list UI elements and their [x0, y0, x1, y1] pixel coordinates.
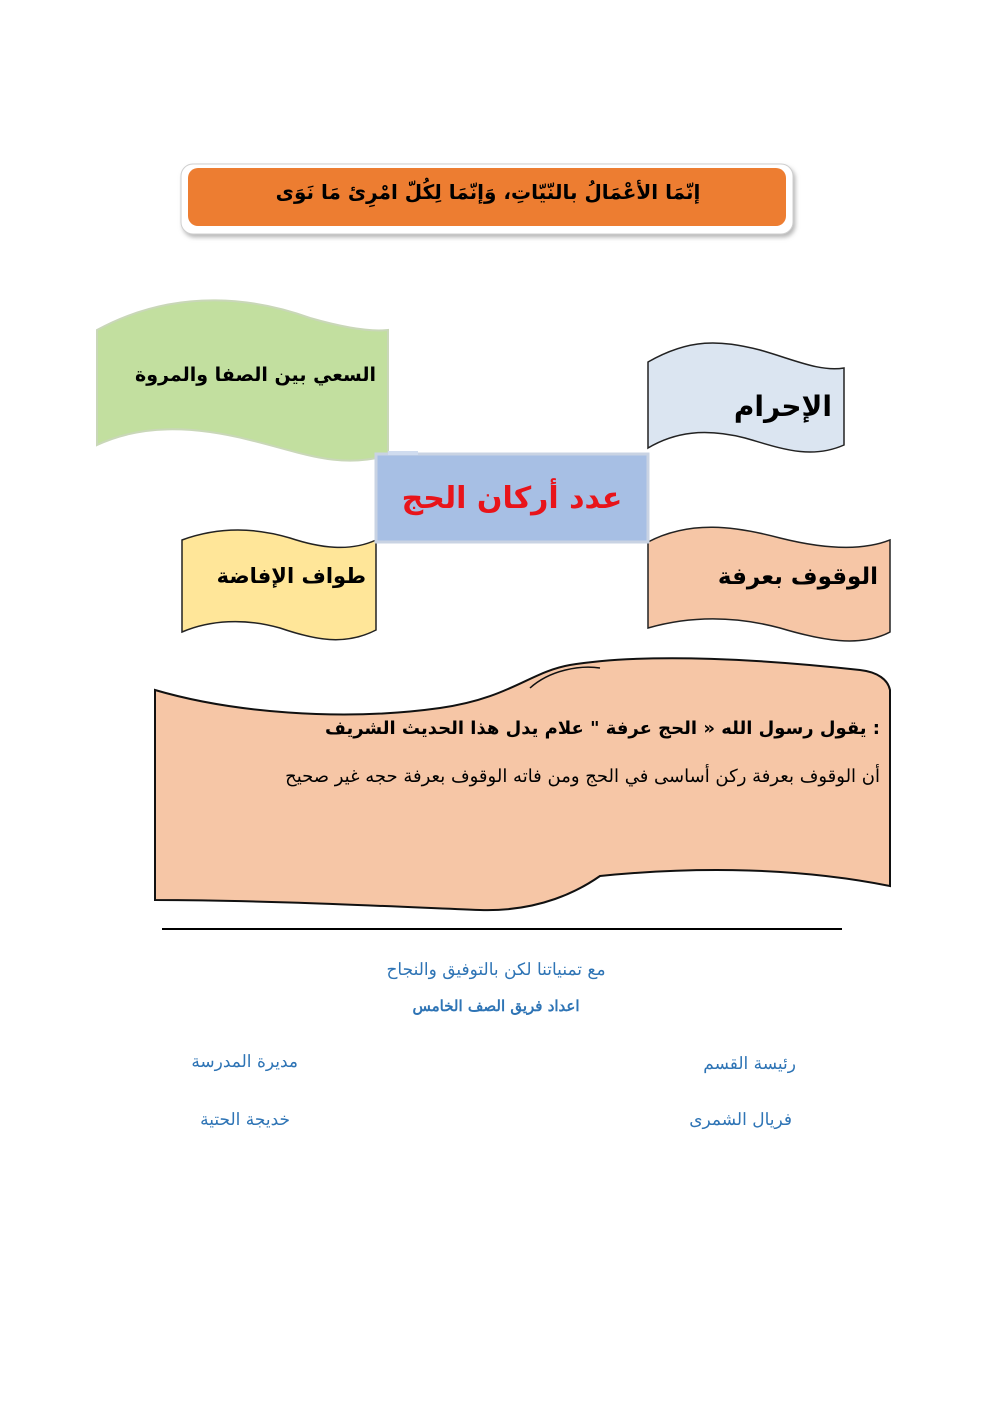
tawaf-label: طواف الإفاضة: [216, 564, 366, 588]
divider-line: [162, 928, 842, 930]
principal-name: خديجة الحتية: [200, 1110, 290, 1130]
principal-title: مديرة المدرسة: [191, 1052, 298, 1072]
center-title: عدد أركان الحج: [401, 480, 623, 516]
ihram-label: الإحرام: [733, 390, 832, 423]
saee-label: السعي بين الصفا والمروة: [135, 364, 376, 386]
wuquf-label: الوقوف بعرفة: [717, 564, 878, 590]
head-name: فريال الشمرى: [689, 1110, 792, 1130]
scroll-question: : يقول رسول الله « الحج عرفة " علام يدل هذا الحديث الشريف: [325, 718, 880, 739]
closing-wish: مع تمنياتنا لكن بالتوفيق والنجاح: [386, 960, 606, 980]
prepared-by: اعداد فريق الصف الخامس: [412, 997, 580, 1015]
head-title: رئيسة القسم: [703, 1054, 796, 1074]
hadith-text: إنّمَا الأعْمَالُ بالنّيّاتِ، وَإنّمَا لِكُلّ امْرِئ مَا نَوَى: [275, 180, 701, 204]
scroll-answer: أن الوقوف بعرفة ركن أساسى في الحج ومن فاته الوقوف بعرفة حجه غير صحيح: [285, 766, 880, 787]
